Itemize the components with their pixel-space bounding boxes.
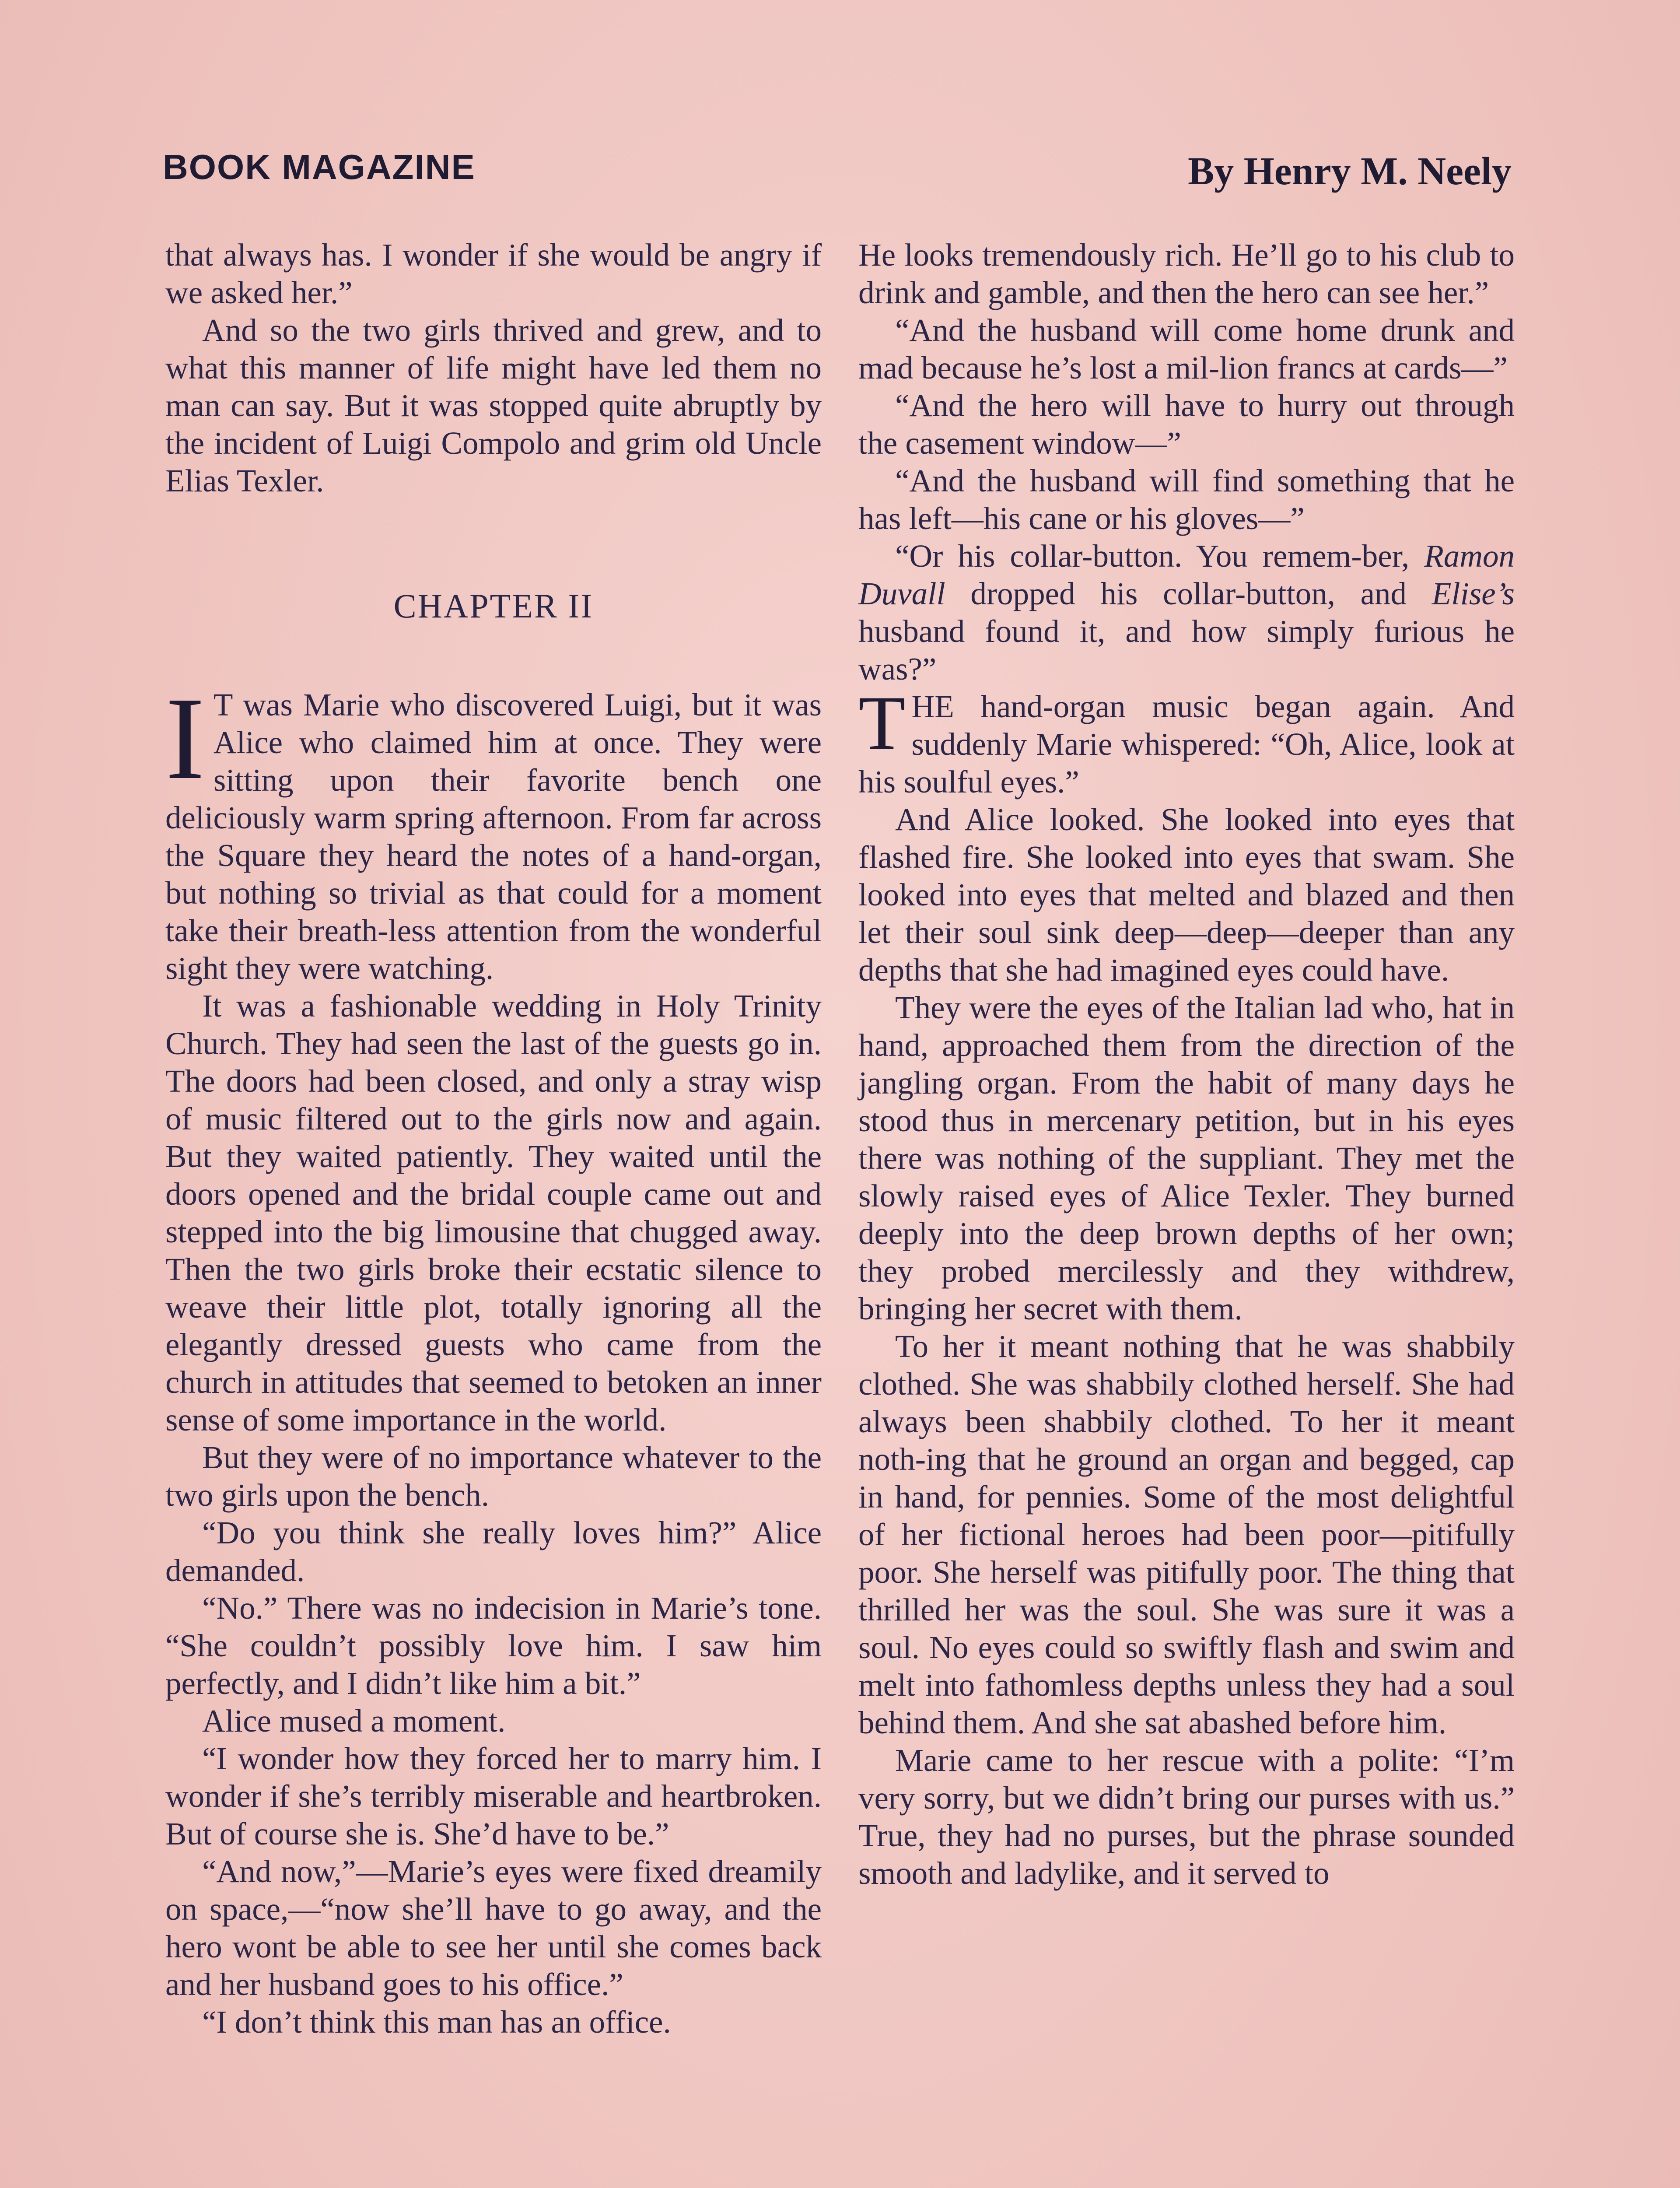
paragraph-text: HE hand-organ music began again. And suddenly Marie whispered: “Oh, Alice, look at his soulful eyes.” bbox=[858, 689, 1515, 799]
paragraph: “And the husband will come home drunk and mad because he’s lost a mil-lion francs at cards—” bbox=[858, 312, 1515, 386]
paragraph: And so the two girls thrived and grew, and to what this manner of life might have led them no man can say. But it was stopped quite abruptly by the incident of Luigi Compolo and grim old Uncle Elias Texler. bbox=[165, 312, 822, 498]
paragraph: They were the eyes of the Italian lad who, hat in hand, approached them from the direction of the jangling organ. From the habit of many days he stood thus in mercenary petition, but in his eyes there was nothing of the suppliant. They met the slowly raised eyes of Alice Texler. They burned deeply into the deep brown depths of her own; they probed mercilessly and they withdrew, bringing her secret with them. bbox=[858, 990, 1515, 1326]
paragraph: Alice mused a moment. bbox=[202, 1703, 506, 1739]
paragraph: “I don’t think this man has an office. bbox=[202, 2004, 671, 2040]
text-run: dropped his collar-button, and bbox=[945, 576, 1432, 611]
left-column bbox=[165, 236, 822, 2041]
magazine-title: BOOK MAGAZINE bbox=[163, 147, 476, 186]
paragraph: “I wonder how they forced her to marry him. I wonder if she’s terribly miserable and heartbroken. But of course she is. She’d have to be.” bbox=[165, 1741, 822, 1851]
drop-cap: T bbox=[858, 680, 906, 766]
right-column bbox=[858, 236, 1515, 1892]
italic-name: Ramon Duvall bbox=[858, 538, 1515, 611]
paragraph: “And now,”—Marie’s eyes were fixed dreamily on space,—“now she’ll have to go away, and the hero wont be able to see her until she comes back and her husband goes to his office.” bbox=[165, 1854, 822, 2002]
chapter-heading: CHAPTER II bbox=[393, 587, 594, 625]
drop-cap: I bbox=[165, 673, 205, 804]
paragraph: that always has. I wonder if she would be angry if we asked her.” bbox=[165, 237, 822, 310]
paragraph: Marie came to her rescue with a polite: “I’m very sorry, but we didn’t bring our purses with us.” True, they had no purses, but the phrase sounded smooth and ladylike, and it served to bbox=[858, 1743, 1515, 1891]
text-run: “Or his collar-button. You remem-ber, bbox=[895, 538, 1424, 574]
paragraph-with-dropcap bbox=[858, 680, 1515, 801]
paragraph: “And the husband will find something that he has left—his cane or his gloves—” bbox=[858, 463, 1515, 536]
paragraph bbox=[858, 537, 1515, 688]
paragraph: “And the hero will have to hurry out through the casement window—” bbox=[858, 388, 1515, 461]
italic-name: Elise’s bbox=[1432, 576, 1515, 611]
paragraph: And Alice looked. She looked into eyes that flashed fire. She looked into eyes that swam. She looked into eyes that melted and blazed and then let their soul sink deep—deep—deeper than any depths that she had imagined eyes could have. bbox=[858, 802, 1515, 988]
paragraph: “No.” There was no indecision in Marie’s tone. “She couldn’t possibly love him. I saw him perfectly, and I didn’t like him a bit.” bbox=[165, 1590, 822, 1701]
author-byline: By Henry M. Neely bbox=[1188, 150, 1512, 193]
text-run: husband found it, and how simply furious he was?” bbox=[858, 614, 1515, 687]
paragraph-text: T was Marie who discovered Luigi, but it was Alice who claimed him at once. They were sitting upon their favorite bench one deliciously warm spring afternoon. From far across the Square they heard the notes of a hand-organ, but nothing so trivial as that could for a moment take their breath-less attention from the wonderful sight they were watching. bbox=[165, 687, 822, 986]
paragraph: It was a fashionable wedding in Holy Trinity Church. They had seen the last of the guests go in. The doors had been closed, and only a stray wisp of music filtered out to the girls now and again. But they waited patiently. They waited until the doors opened and the bridal couple came out and stepped into the big limousine that chugged away. Then the two girls broke their ecstatic silence to weave their little plot, totally ignoring all the elegantly dressed guests who came from the church in attitudes that seemed to betoken an inner sense of some importance in the world. bbox=[165, 988, 822, 1438]
paragraph-with-dropcap bbox=[165, 673, 822, 987]
paragraph: To her it meant nothing that he was shabbily clothed. She was shabbily clothed herself. She had always been shabbily clothed. To her it meant noth-ing that he ground an organ and begged, cap in hand, for pennies. Some of the most delightful of her fictional heroes had been poor—pitifully poor. She herself was pitifully poor. The thing that thrilled her was the soul. She was sure it was a soul. No eyes could so swiftly flash and swim and melt into fathomless depths unless they had a soul behind them. And she sat abashed before him. bbox=[858, 1329, 1515, 1740]
paragraph: But they were of no importance whatever to the two girls upon the bench. bbox=[165, 1440, 822, 1513]
paragraph: He looks tremendously rich. He’ll go to his club to drink and gamble, and then the hero can see her.” bbox=[858, 237, 1515, 310]
paragraph: “Do you think she really loves him?” Alice demanded. bbox=[165, 1515, 822, 1588]
